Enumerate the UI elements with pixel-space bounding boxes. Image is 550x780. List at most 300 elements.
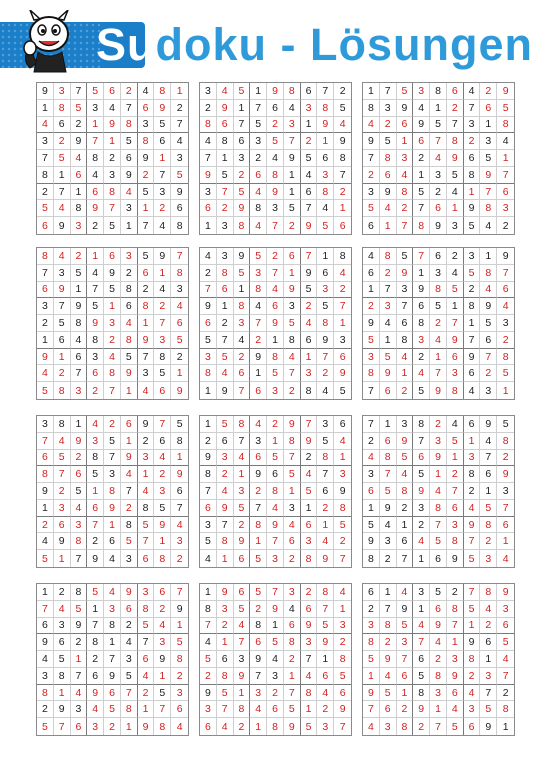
sudoku-solution-grid (362, 583, 515, 736)
sudoku-cell: 8 (267, 483, 284, 500)
sudoku-cell: 2 (480, 83, 497, 100)
sudoku-cell: 9 (267, 83, 284, 100)
sudoku-cell: 1 (250, 718, 267, 735)
sudoku-cell: 6 (430, 601, 447, 618)
sudoku-cell: 1 (154, 668, 171, 685)
sudoku-cell: 6 (104, 83, 121, 100)
sudoku-cell: 6 (87, 365, 104, 382)
devil-mascot-icon (20, 10, 78, 76)
sudoku-cell: 1 (217, 298, 234, 315)
sudoku-cell: 6 (87, 668, 104, 685)
sudoku-cell: 9 (37, 349, 54, 366)
sudoku-cell: 1 (430, 349, 447, 366)
sudoku-cell: 5 (380, 483, 397, 500)
sudoku-cell: 8 (37, 685, 54, 702)
sudoku-cell: 1 (363, 282, 380, 299)
sudoku-cell: 3 (284, 298, 301, 315)
sudoku-cell: 1 (250, 533, 267, 550)
sudoku-cell: 6 (363, 265, 380, 282)
sudoku-cell: 8 (121, 117, 138, 134)
sudoku-cell: 2 (301, 298, 318, 315)
sudoku-cell: 1 (234, 685, 251, 702)
sudoku-cell: 2 (54, 365, 71, 382)
sudoku-cell: 8 (397, 718, 414, 735)
sudoku-cell: 9 (37, 634, 54, 651)
sudoku-cell: 5 (317, 618, 334, 635)
sudoku-cell: 6 (267, 466, 284, 483)
sudoku-cell: 7 (284, 685, 301, 702)
sudoku-cell: 5 (363, 200, 380, 217)
sudoku-cell: 5 (250, 117, 267, 134)
sudoku-cell: 5 (37, 200, 54, 217)
sudoku-cell: 3 (71, 217, 88, 234)
sudoku-cell: 8 (317, 315, 334, 332)
sudoku-cell: 6 (71, 167, 88, 184)
sudoku-cell: 5 (334, 100, 351, 117)
sudoku-cell: 3 (71, 382, 88, 399)
sudoku-cell: 5 (301, 718, 318, 735)
sudoku-cell: 4 (413, 100, 430, 117)
sudoku-cell: 7 (37, 265, 54, 282)
sudoku-cell: 4 (37, 533, 54, 550)
sudoku-cell: 9 (250, 651, 267, 668)
sudoku-cell: 5 (413, 184, 430, 201)
sudoku-cell: 7 (171, 117, 188, 134)
sudoku-cell: 4 (317, 200, 334, 217)
sudoku-cell: 3 (380, 718, 397, 735)
sudoku-cell: 6 (430, 248, 447, 265)
sudoku-cell: 1 (502, 384, 509, 397)
sudoku-cell: 4 (397, 584, 414, 601)
sudoku-cell: 4 (430, 483, 447, 500)
sudoku-cell: 1 (317, 517, 334, 534)
sudoku-cell: 8 (87, 634, 104, 651)
sudoku-cell: 3 (284, 500, 301, 517)
sudoku-cell: 6 (250, 634, 267, 651)
sudoku-cell: 9 (301, 433, 318, 450)
sudoku-cell: 4 (334, 584, 351, 601)
sudoku-cell: 2 (334, 83, 351, 100)
sudoku-cell: 7 (138, 349, 155, 366)
sudoku-cell: 9 (217, 584, 234, 601)
sudoku-cell: 6 (339, 219, 346, 232)
sudoku-cell: 8 (430, 668, 447, 685)
sudoku-cell: 2 (54, 483, 71, 500)
sudoku-cell: 8 (121, 701, 138, 718)
sudoku-cell: 3 (154, 634, 171, 651)
sudoku-cell: 3 (480, 133, 497, 150)
sudoku-cell: 1 (104, 634, 121, 651)
sudoku-cell: 9 (54, 533, 71, 550)
sudoku-cell: 8 (397, 332, 414, 349)
sudoku-cell: 8 (284, 634, 301, 651)
sudoku-cell: 1 (430, 701, 447, 718)
sudoku-cell: 2 (217, 200, 234, 217)
sudoku-cell: 9 (87, 685, 104, 702)
sudoku-cell: 1 (267, 618, 284, 635)
sudoku-cell: 1 (71, 651, 88, 668)
sudoku-cell: 4 (497, 651, 514, 668)
sudoku-cell: 2 (317, 701, 334, 718)
sudoku-cell: 4 (480, 433, 497, 450)
sudoku-cell: 3 (217, 450, 234, 467)
sudoku-cell: 9 (171, 601, 188, 618)
sudoku-cell: 5 (54, 315, 71, 332)
sudoku-cell: 9 (334, 365, 351, 382)
sudoku-cell: 8 (200, 601, 217, 618)
sudoku-cell: 1 (104, 517, 121, 534)
sudoku-cell: 5 (154, 500, 171, 517)
sudoku-cell: 9 (234, 533, 251, 550)
sudoku-cell: 4 (104, 584, 121, 601)
sudoku-cell: 4 (497, 298, 514, 315)
sudoku-cell: 9 (217, 100, 234, 117)
sudoku-solution-grid (199, 583, 352, 736)
sudoku-cell: 9 (334, 701, 351, 718)
sudoku-cell: 9 (54, 701, 71, 718)
sudoku-cell: 7 (71, 83, 88, 100)
sudoku-cell: 7 (301, 651, 318, 668)
sudoku-cell: 4 (138, 382, 155, 399)
sudoku-cell: 6 (397, 117, 414, 134)
sudoku-cell: 1 (380, 416, 397, 433)
sudoku-cell: 5 (397, 450, 414, 467)
sudoku-cell: 2 (447, 100, 464, 117)
sudoku-cell: 9 (380, 500, 397, 517)
sudoku-cell: 6 (200, 500, 217, 517)
sudoku-cell: 1 (317, 651, 334, 668)
sudoku-cell: 2 (217, 315, 234, 332)
sudoku-cell: 4 (154, 450, 171, 467)
sudoku-cell: 7 (334, 167, 351, 184)
sudoku-cell: 1 (397, 365, 414, 382)
sudoku-cell: 7 (480, 450, 497, 467)
sudoku-cell: 8 (497, 349, 514, 366)
sudoku-cell: 9 (267, 517, 284, 534)
sudoku-cell: 2 (380, 634, 397, 651)
sudoku-cell: 4 (363, 718, 380, 735)
sudoku-cell: 4 (171, 298, 188, 315)
sudoku-cell: 2 (104, 718, 121, 735)
sudoku-cell: 2 (317, 500, 334, 517)
sudoku-cell: 8 (37, 167, 54, 184)
sudoku-cell: 2 (397, 500, 414, 517)
sudoku-cell: 4 (154, 618, 171, 635)
sudoku-cell: 4 (250, 416, 267, 433)
sudoku-cell: 5 (301, 282, 318, 299)
sudoku-cell: 9 (250, 466, 267, 483)
sudoku-cell: 6 (447, 500, 464, 517)
sudoku-cell: 1 (413, 550, 430, 567)
sudoku-cell: 4 (217, 718, 234, 735)
sudoku-cell: 6 (267, 298, 284, 315)
sudoku-cell: 6 (363, 584, 380, 601)
sudoku-solution-grid (36, 415, 189, 568)
sudoku-cell: 2 (363, 298, 380, 315)
sudoku-cell: 3 (104, 315, 121, 332)
sudoku-cell: 6 (87, 184, 104, 201)
sudoku-cell: 3 (71, 701, 88, 718)
sudoku-cell: 2 (71, 248, 88, 265)
sudoku-cell: 9 (171, 184, 188, 201)
sudoku-cell: 9 (121, 167, 138, 184)
sudoku-cell: 2 (104, 416, 121, 433)
sudoku-cell: 7 (37, 433, 54, 450)
sudoku-cell: 4 (363, 117, 380, 134)
sudoku-cell: 9 (413, 117, 430, 134)
sudoku-cell: 8 (447, 601, 464, 618)
sudoku-cell: 9 (447, 668, 464, 685)
sudoku-cell: 8 (430, 83, 447, 100)
sudoku-cell: 9 (447, 150, 464, 167)
sudoku-cell: 7 (171, 500, 188, 517)
sudoku-cell: 1 (234, 100, 251, 117)
sudoku-cell: 6 (138, 100, 155, 117)
sudoku-cell: 3 (267, 668, 284, 685)
sudoku-cell: 7 (397, 298, 414, 315)
sudoku-cell: 3 (497, 601, 514, 618)
sudoku-cell: 6 (154, 433, 171, 450)
sudoku-cell: 8 (104, 483, 121, 500)
sudoku-cell: 5 (54, 150, 71, 167)
sudoku-cell: 6 (480, 466, 497, 483)
sudoku-cell: 1 (334, 200, 351, 217)
sudoku-cell: 8 (317, 584, 334, 601)
sudoku-cell: 1 (267, 332, 284, 349)
sudoku-cell: 1 (397, 517, 414, 534)
sudoku-cell: 3 (447, 517, 464, 534)
sudoku-cell: 7 (267, 533, 284, 550)
sudoku-cell: 6 (54, 517, 71, 534)
sudoku-cell: 3 (138, 117, 155, 134)
sudoku-cell: 5 (138, 618, 155, 635)
sudoku-cell: 6 (267, 701, 284, 718)
sudoku-cell: 1 (37, 332, 54, 349)
sudoku-cell: 7 (217, 332, 234, 349)
sudoku-cell: 5 (154, 117, 171, 134)
sudoku-cell: 9 (480, 416, 497, 433)
sudoku-cell: 2 (37, 184, 54, 201)
sudoku-cell: 7 (413, 433, 430, 450)
sudoku-cell: 9 (200, 298, 217, 315)
sudoku-cell: 4 (87, 167, 104, 184)
sudoku-cell: 2 (71, 450, 88, 467)
sudoku-cell: 1 (121, 382, 138, 399)
sudoku-cell: 4 (267, 651, 284, 668)
sudoku-cell: 4 (37, 651, 54, 668)
sudoku-cell: 8 (54, 416, 71, 433)
sudoku-cell: 2 (447, 584, 464, 601)
sudoku-cell: 9 (104, 668, 121, 685)
sudoku-cell: 2 (217, 466, 234, 483)
sudoku-cell: 7 (284, 365, 301, 382)
sudoku-cell: 2 (121, 500, 138, 517)
sudoku-cell: 2 (121, 618, 138, 635)
sudoku-cell: 7 (363, 701, 380, 718)
sudoku-cell: 5 (397, 618, 414, 635)
sudoku-cell: 7 (54, 718, 71, 735)
sudoku-cell: 3 (250, 433, 267, 450)
sudoku-cell: 3 (284, 117, 301, 134)
sudoku-cell: 9 (480, 718, 497, 735)
sudoku-cell: 5 (317, 217, 334, 234)
sudoku-cell: 3 (250, 685, 267, 702)
sudoku-cell: 3 (413, 332, 430, 349)
sudoku-cell: 8 (334, 150, 351, 167)
sudoku-cell: 6 (380, 701, 397, 718)
sudoku-cell: 2 (301, 584, 318, 601)
sudoku-cell: 5 (267, 365, 284, 382)
sudoku-cell: 9 (317, 550, 334, 567)
sudoku-cell: 9 (171, 466, 188, 483)
sudoku-cell: 4 (267, 282, 284, 299)
sudoku-cell: 5 (217, 685, 234, 702)
sudoku-cell: 3 (497, 315, 514, 332)
sudoku-cell: 4 (317, 685, 334, 702)
sudoku-cell: 4 (138, 483, 155, 500)
sudoku-cell: 4 (363, 450, 380, 467)
sudoku-cell: 4 (104, 550, 121, 567)
sudoku-cell: 6 (413, 651, 430, 668)
sudoku-cell: 1 (121, 718, 138, 735)
sudoku-cell: 9 (397, 601, 414, 618)
sudoku-cell: 8 (54, 668, 71, 685)
sudoku-cell: 6 (480, 332, 497, 349)
sudoku-cell: 6 (317, 483, 334, 500)
sudoku-cell: 7 (464, 533, 481, 550)
sudoku-cell: 2 (54, 584, 71, 601)
sudoku-cell: 3 (284, 584, 301, 601)
sudoku-cell: 2 (497, 685, 514, 702)
sudoku-cell: 9 (497, 83, 514, 100)
sudoku-cell: 6 (447, 685, 464, 702)
sudoku-cell: 6 (234, 133, 251, 150)
sudoku-cell: 4 (430, 332, 447, 349)
sudoku-cell: 5 (121, 533, 138, 550)
sudoku-cell: 5 (154, 365, 171, 382)
sudoku-cell: 2 (464, 133, 481, 150)
sudoku-solution-grid (36, 82, 189, 235)
sudoku-cell: 8 (250, 282, 267, 299)
sudoku-cell: 7 (339, 552, 346, 565)
sudoku-cell: 8 (497, 433, 514, 450)
sudoku-cell: 7 (217, 517, 234, 534)
sudoku-cell: 8 (317, 450, 334, 467)
sudoku-cell: 9 (37, 483, 54, 500)
sudoku-cell: 1 (37, 100, 54, 117)
sudoku-cell: 3 (154, 332, 171, 349)
sudoku-cell: 2 (334, 184, 351, 201)
sudoku-cell: 6 (234, 365, 251, 382)
sudoku-cell: 1 (138, 466, 155, 483)
sudoku-cell: 9 (480, 298, 497, 315)
sudoku-cell: 1 (284, 184, 301, 201)
sudoku-cell: 5 (339, 384, 346, 397)
sudoku-cell: 9 (334, 483, 351, 500)
sudoku-cell: 4 (464, 83, 481, 100)
sudoku-cell: 2 (54, 133, 71, 150)
sudoku-cell: 9 (464, 349, 481, 366)
sudoku-cell: 2 (200, 433, 217, 450)
sudoku-cell: 5 (104, 282, 121, 299)
sudoku-cell: 6 (54, 332, 71, 349)
sudoku-cell: 4 (71, 685, 88, 702)
sudoku-cell: 9 (138, 150, 155, 167)
sudoku-cell: 7 (250, 315, 267, 332)
sudoku-cell: 8 (54, 100, 71, 117)
sudoku-cell: 8 (71, 200, 88, 217)
sudoku-cell: 4 (480, 601, 497, 618)
sudoku-cell: 5 (284, 315, 301, 332)
sudoku-cell: 4 (171, 133, 188, 150)
sudoku-cell: 5 (284, 701, 301, 718)
sudoku-cell: 2 (397, 200, 414, 217)
sudoku-cell: 8 (217, 533, 234, 550)
sudoku-cell: 5 (71, 265, 88, 282)
sudoku-cell: 6 (334, 416, 351, 433)
sudoku-cell: 6 (363, 483, 380, 500)
sudoku-cell: 6 (363, 217, 380, 234)
sudoku-cell: 4 (380, 315, 397, 332)
sudoku-cell: 6 (430, 550, 447, 567)
sudoku-cell: 3 (104, 167, 121, 184)
sudoku-cell: 4 (250, 217, 267, 234)
sudoku-cell: 8 (284, 332, 301, 349)
sudoku-cell: 9 (138, 332, 155, 349)
sudoku-cell: 1 (54, 550, 71, 567)
sudoku-cell: 4 (301, 466, 318, 483)
sudoku-cell: 1 (334, 450, 351, 467)
sudoku-cell: 9 (37, 83, 54, 100)
sudoku-cell: 4 (171, 517, 188, 534)
sudoku-cell: 1 (171, 618, 188, 635)
sudoku-cell: 8 (430, 500, 447, 517)
sudoku-cell: 5 (284, 466, 301, 483)
sudoku-cell: 2 (497, 450, 514, 467)
sudoku-cell: 1 (301, 500, 318, 517)
sudoku-cell: 4 (121, 184, 138, 201)
sudoku-cell: 1 (154, 533, 171, 550)
sudoku-cell: 1 (464, 433, 481, 450)
sudoku-cell: 8 (71, 533, 88, 550)
sudoku-cell: 3 (430, 433, 447, 450)
sudoku-cell: 2 (87, 533, 104, 550)
sudoku-solution-grid (362, 82, 515, 235)
sudoku-cell: 3 (317, 718, 334, 735)
sudoku-cell: 2 (430, 315, 447, 332)
sudoku-cell: 3 (250, 265, 267, 282)
sudoku-cell: 9 (154, 517, 171, 534)
sudoku-cell: 7 (363, 416, 380, 433)
sudoku-cell: 9 (497, 466, 514, 483)
sudoku-cell: 8 (200, 365, 217, 382)
sudoku-cell: 1 (380, 584, 397, 601)
sudoku-cell: 1 (71, 282, 88, 299)
sudoku-cell: 2 (200, 100, 217, 117)
sudoku-cell: 1 (497, 150, 514, 167)
sudoku-cell: 4 (447, 416, 464, 433)
sudoku-cell: 1 (104, 133, 121, 150)
sudoku-cell: 8 (54, 382, 71, 399)
sudoku-cell: 1 (37, 584, 54, 601)
sudoku-cell: 5 (497, 100, 514, 117)
sudoku-cell: 3 (430, 167, 447, 184)
sudoku-cell: 8 (397, 483, 414, 500)
sudoku-cell: 2 (413, 150, 430, 167)
sudoku-cell: 2 (250, 332, 267, 349)
sudoku-cell: 6 (37, 282, 54, 299)
sudoku-cell: 7 (380, 83, 397, 100)
